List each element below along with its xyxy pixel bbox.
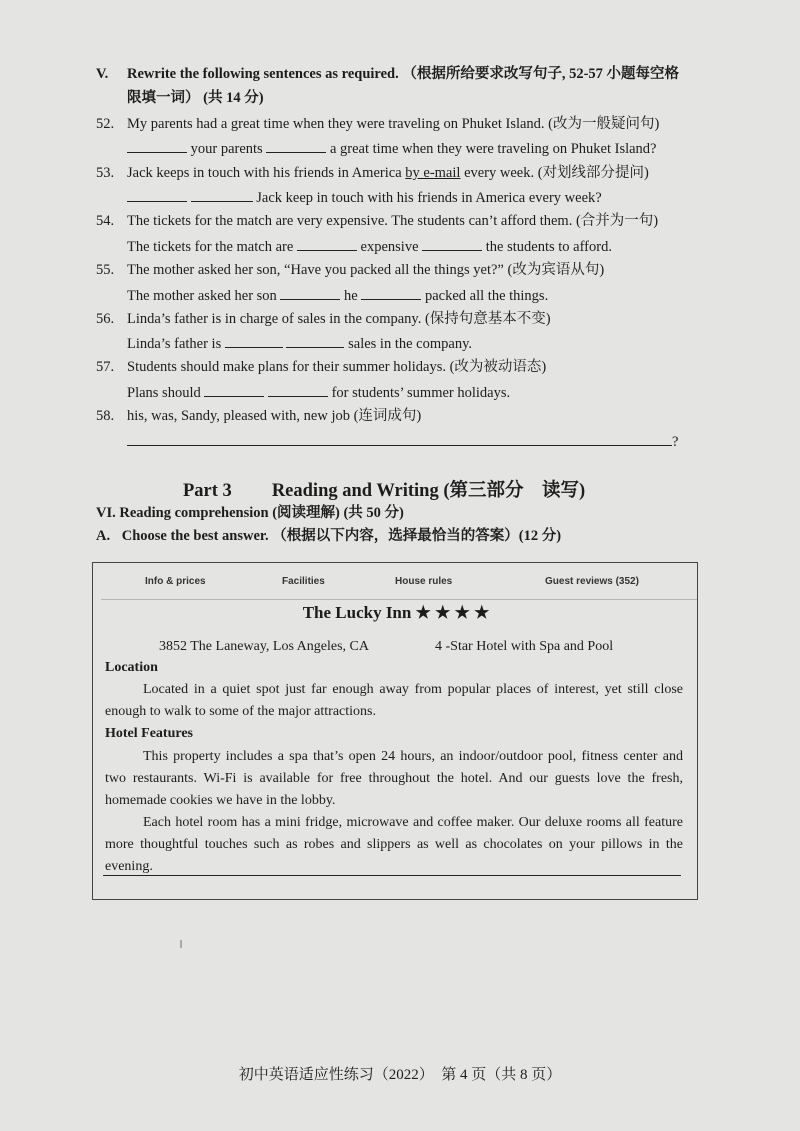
section-vi-note: (阅读理解) (共 50 分) — [272, 505, 404, 521]
scan-mark — [180, 940, 182, 948]
question-number-56: 56. — [96, 311, 115, 327]
tab-guest-reviews[interactable]: Guest reviews (352) — [545, 576, 639, 587]
hotel-rating: 4 -Star Hotel with Spa and Pool — [435, 639, 614, 654]
question-55-prompt: The mother asked her son, “Have you packed all the things yet?” (改为宾语从句) — [127, 262, 605, 278]
question-number-55: 55. — [96, 262, 115, 278]
question-number-53: 53. — [96, 165, 115, 181]
question-number-57: 57. — [96, 359, 115, 375]
question-53-prompt-pre: Jack keeps in touch with his friends in America — [127, 165, 406, 181]
question-number-52: 52. — [96, 116, 115, 132]
section-vi-title: Reading comprehension — [119, 505, 269, 521]
question-53-prompt — [127, 163, 649, 183]
question-53-answer — [127, 187, 602, 208]
features-text-1: This property includes a spa that’s open 24 hours, an indoor/outdoor pool, fitness center and two restaurants. Wi-Fi is available for free throughout the hotel. And our guests love the fresh, homemade cookies we have in the lobby. — [105, 749, 683, 808]
question-58-answer — [127, 431, 678, 452]
answer-blank[interactable] — [127, 187, 187, 202]
answer-blank[interactable] — [225, 333, 283, 348]
answer-blank[interactable] — [268, 382, 328, 397]
answer-blank[interactable] — [127, 138, 187, 153]
section-v-instruction-2: 限填一词） (共 14 分) — [127, 90, 264, 106]
answer-blank[interactable] — [280, 285, 340, 300]
section-v-instruction-1: （根据所给要求改写句子, 52-57 小题每空格 — [402, 66, 680, 82]
features-heading: Hotel Features — [105, 726, 193, 741]
hotel-address: 3852 The Laneway, Los Angeles, CA — [159, 639, 369, 654]
section-v-label: V. — [96, 66, 109, 82]
question-55-text-0: The mother asked her son — [127, 288, 277, 304]
answer-blank[interactable] — [422, 236, 482, 251]
question-53-underlined: by e-mail — [405, 165, 461, 181]
question-52-text-2: a great time when they were traveling on Phuket Island? — [329, 141, 657, 157]
answer-blank[interactable] — [297, 236, 357, 251]
question-52-prompt: My parents had a great time when they were traveling on Phuket Island. (改为一般疑问句) — [127, 116, 660, 132]
question-56-text-0: Linda’s father is — [127, 336, 222, 352]
tab-info-prices[interactable]: Info & prices — [145, 576, 206, 587]
location-text: Located in a quiet spot just far enough away from popular places of interest, yet still close enough to walk to some of the major attractions. — [105, 682, 683, 719]
location-paragraph — [105, 679, 683, 723]
question-57-prompt: Students should make plans for their summer holidays. (改为被动语态) — [127, 359, 547, 375]
answer-blank[interactable] — [266, 138, 326, 153]
question-54-prompt: The tickets for the match are very expensive. The students can’t afford them. (合并为一句) — [127, 213, 659, 229]
section-a-label: A. — [96, 528, 111, 544]
question-57-text-0: Plans should — [127, 385, 201, 401]
divider — [103, 875, 681, 876]
question-53-text-1: Jack keep in touch with his friends in America every week? — [256, 190, 602, 206]
question-57-answer — [127, 382, 510, 403]
answer-blank[interactable] — [191, 187, 253, 202]
question-58-prompt: his, was, Sandy, pleased with, new job (连词成句) — [127, 408, 422, 424]
question-56-text-1: sales in the company. — [348, 336, 472, 352]
question-55-answer — [127, 285, 548, 306]
question-54-text-0: The tickets for the match are — [127, 239, 294, 255]
part-3-heading: Reading and Writing (第三部分 读写) — [271, 481, 586, 501]
question-number-58: 58. — [96, 408, 115, 424]
part-3-label: Part 3 — [183, 481, 232, 501]
hotel-tab-bar — [101, 563, 697, 600]
section-v-title: Rewrite the following sentences as required. — [127, 66, 399, 82]
question-55-text-2: packed all the things. — [424, 288, 549, 304]
question-58-end: ? — [672, 434, 679, 450]
tab-facilities[interactable]: Facilities — [282, 576, 325, 587]
location-heading: Location — [105, 660, 158, 675]
question-55-text-1: he — [344, 288, 358, 304]
features-paragraph — [105, 746, 683, 878]
question-54-text-2: the students to afford. — [485, 239, 612, 255]
question-54-text-1: expensive — [360, 239, 419, 255]
features-text-2: Each hotel room has a mini fridge, microwave and coffee maker. Our deluxe rooms all feature more thoughtful touches such as robes and slippers as well as chocolates on your pillows in the evening. — [105, 815, 683, 874]
section-vi-label: VI. — [96, 505, 116, 521]
question-53-prompt-post: every week. (对划线部分提问) — [460, 165, 649, 181]
hotel-listing-box — [92, 562, 698, 900]
tab-house-rules[interactable]: House rules — [395, 576, 453, 587]
question-56-prompt: Linda’s father is in charge of sales in the company. (保持句意基本不变) — [127, 311, 551, 327]
question-54-answer — [127, 236, 612, 257]
section-v-heading — [127, 64, 679, 84]
section-vi-heading — [96, 503, 404, 523]
page-footer: 初中英语适应性练习（2022） 第 4 页（共 8 页） — [238, 1067, 562, 1083]
question-52-answer — [127, 138, 657, 159]
hotel-name: The Lucky Inn ★ ★ ★ ★ — [302, 603, 490, 622]
question-52-text-1: your parents — [190, 141, 263, 157]
answer-blank[interactable] — [204, 382, 264, 397]
section-a-note: （根据以下内容，选择最恰当的答案）(12 分) — [272, 528, 562, 544]
part-3-title — [183, 476, 585, 502]
answer-line[interactable] — [127, 431, 672, 446]
section-a-heading — [96, 526, 561, 546]
section-a-title: Choose the best answer. — [121, 528, 269, 544]
question-number-54: 54. — [96, 213, 115, 229]
answer-blank[interactable] — [286, 333, 344, 348]
question-56-answer — [127, 333, 472, 354]
question-57-text-1: for students’ summer holidays. — [331, 385, 511, 401]
answer-blank[interactable] — [361, 285, 421, 300]
